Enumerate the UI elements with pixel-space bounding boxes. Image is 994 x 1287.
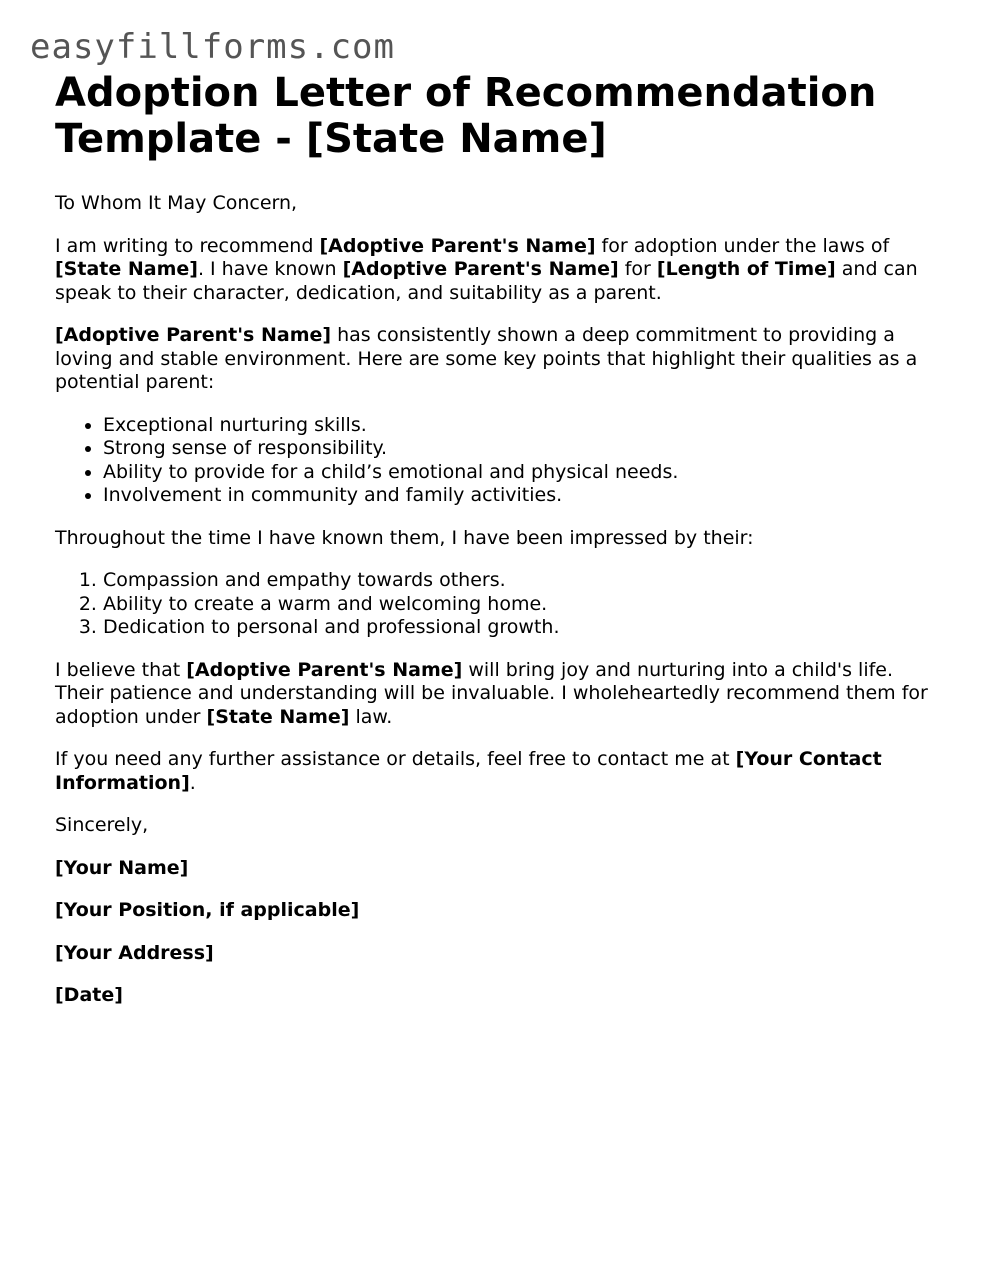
placeholder-your-position: [Your Position, if applicable]	[55, 899, 360, 921]
paragraph-contact	[55, 748, 945, 795]
text-segment: .	[189, 771, 196, 794]
qualities-list	[55, 414, 945, 508]
placeholder-your-name: [Your Name]	[55, 856, 189, 879]
text-segment: . I have known	[197, 258, 343, 280]
placeholder-date: [Date]	[55, 984, 123, 1006]
placeholder-parent-name: [Adoptive Parent's Name]	[186, 658, 463, 681]
page-title: Adoption Letter of Recommendation Template - [State Name]	[55, 70, 877, 162]
impressions-list	[55, 569, 945, 640]
list-item: • Exceptional nurturing skills.	[103, 414, 945, 438]
paragraph-belief	[55, 659, 945, 730]
list-item: • Strong sense of responsibility.	[103, 437, 945, 461]
list-item: 3. Dedication to personal and professional growth.	[103, 616, 945, 640]
text-segment: I believe that	[55, 658, 187, 681]
paragraph-introduction	[55, 235, 945, 306]
paragraph-impressed: Throughout the time I have known them, I have been impressed by their:	[55, 526, 754, 549]
placeholder-state-name: [State Name]	[55, 258, 198, 280]
letter-document	[55, 70, 945, 1027]
placeholder-parent-name: [Adoptive Parent's Name]	[55, 324, 332, 346]
placeholder-parent-name: [Adoptive Parent's Name]	[342, 258, 619, 280]
letter-body	[55, 192, 945, 1008]
text-segment: for adoption under the laws of	[595, 234, 890, 257]
placeholder-contact-info: [Your Contact Information]	[55, 748, 882, 794]
placeholder-length-of-time: [Length of Time]	[656, 258, 836, 280]
closing: Sincerely,	[55, 814, 149, 836]
text-segment: and can speak to their character, dedication, and suitability as a parent.	[55, 258, 918, 304]
salutation: To Whom It May Concern,	[55, 192, 298, 214]
watermark-logo: easyfillforms.com	[30, 27, 395, 67]
list-item: • Ability to provide for a child’s emotional and physical needs.	[103, 461, 945, 485]
placeholder-your-address: [Your Address]	[55, 941, 214, 964]
list-item: • Involvement in community and family activities.	[103, 484, 945, 508]
signature-address	[55, 942, 945, 966]
signature-position	[55, 899, 945, 923]
text-segment: law.	[349, 705, 393, 728]
text-segment: will bring joy and nurturing into a child's life. Their patience and understanding will be invaluable. I wholeheartedly recommend them for adoption under	[55, 658, 928, 728]
signature-date	[55, 984, 945, 1008]
paragraph-commitment	[55, 324, 945, 395]
list-item: 1. Compassion and empathy towards others.	[103, 569, 945, 593]
text-segment: If you need any further assistance or details, feel free to contact me at	[55, 748, 736, 770]
text-segment: has consistently shown a deep commitment to providing a loving and stable environment. Here are some key points that highlight their qualities as a potential parent:	[55, 324, 918, 393]
signature-name	[55, 857, 945, 881]
list-item: 2. Ability to create a warm and welcoming home.	[103, 593, 945, 617]
placeholder-parent-name: [Adoptive Parent's Name]	[319, 234, 596, 257]
text-segment: for	[618, 258, 657, 280]
placeholder-state-name: [State Name]	[206, 705, 350, 728]
text-segment: I am writing to recommend	[55, 234, 320, 257]
